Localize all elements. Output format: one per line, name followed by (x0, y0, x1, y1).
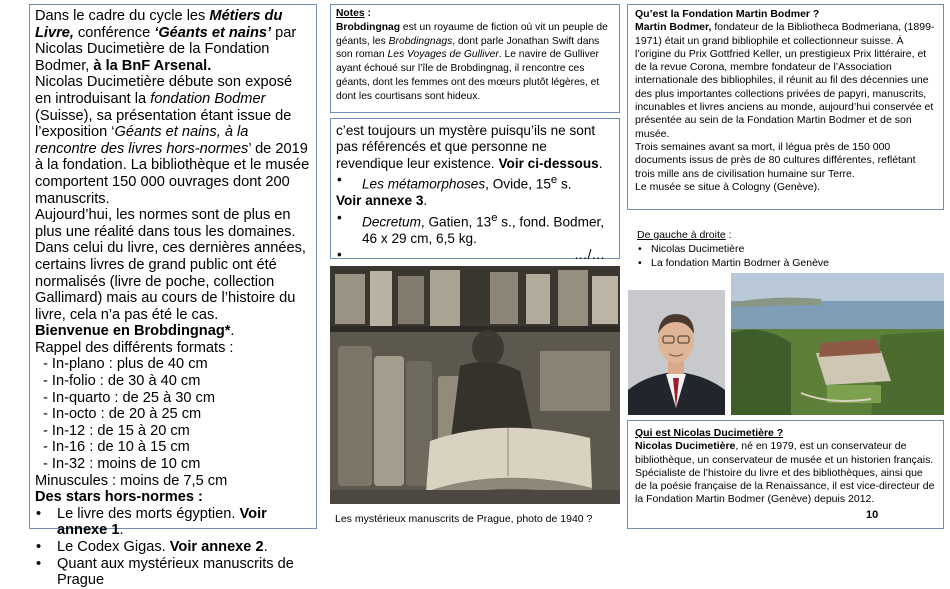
prague-list-1 (336, 172, 614, 193)
list-item: • Le livre des morts égyptien. Voir annexe 1. (35, 506, 312, 539)
ducimetiere-portrait (628, 290, 725, 415)
stars-list (35, 506, 312, 589)
intro-paragraph: Dans le cadre du cycle les Métiers du Livre, conférence ‘Géants et nains’ par Nicolas Ducimetière de la Fondation Bodmer, à la BnF Arsenal. (35, 8, 297, 74)
list-item: • Les métamorphoses, Ovide, 15e s. (336, 172, 614, 193)
prague-text-box (330, 118, 620, 262)
notes-box (330, 4, 620, 113)
list-item (336, 247, 614, 263)
format-item: - In-octo : de 20 à 25 cm (43, 406, 202, 423)
ducimetiere-bio-box (627, 420, 944, 529)
ducimetiere-bio-title: Qui est Nicolas Ducimetière ? (635, 427, 784, 439)
museum-location: Le musée se situe à Cologny (Genève). (635, 180, 821, 193)
format-item: - In-12 : de 15 à 20 cm (43, 422, 190, 439)
exposition-paragraph: Nicolas Ducimetière débute son exposé en introduisant la fondation Bodmer (Suisse), sa présentation étant issue de l’exposition ‘Géants et nains, à la rencontre des livres hors-normes’ de 2019 à la fondation. La bibliothèque et le musée comportent 150 000 ouvrages dont 200 manuscrits. (35, 74, 310, 207)
notes-title: Notes : (336, 8, 371, 19)
stars-title: Des stars hors-normes : (35, 489, 203, 506)
prague-manuscripts-photo (330, 266, 620, 504)
legacy-paragraph: Trois semaines avant sa mort, il légua près de 150 000 documents issus de près de 80 cultures différentes, reflétant trois mille ans de civilisation humaine sur Terre. (635, 140, 916, 180)
annexe-2-link[interactable]: Voir annexe 2 (169, 539, 264, 555)
mystery-paragraph: c’est toujours un mystère puisqu’ils ne sont pas référencés et que personne ne revendique leur existence. Voir ci-dessous. (336, 123, 603, 171)
image-legend-title: De gauche à droite : (637, 229, 732, 241)
fondation-bodmer-aerial-photo (731, 273, 944, 415)
welcome-heading: Bienvenue en Brobdingnag*. (35, 323, 235, 340)
list-item: • Le Codex Gigas. Voir annexe 2. (35, 539, 312, 556)
fondation-title: Qu’est la Fondation Martin Bodmer ? (635, 8, 820, 20)
format-item: - In-plano : plus de 40 cm (43, 356, 208, 373)
annexe-1-link[interactable]: Voir annexe 1 (57, 505, 267, 539)
see-below-link[interactable]: Voir ci-dessous (498, 155, 599, 171)
image-legend (637, 228, 829, 270)
image-legend-list (637, 242, 829, 270)
prague-list-2 (336, 210, 614, 264)
fondation-box (627, 4, 944, 210)
photo-caption: Les mystérieux manuscrits de Prague, photo de 1940 ? (335, 513, 593, 525)
fondation-paragraph: Martin Bodmer, fondateur de la Bibliotheca Bodmeriana, (1899-1971) était un grand bibliophile et collectionneur suisse. À l’origine du Prix Gottfried Keller, un prestigieux Prix littéraire, et de la revue Corona, membre fondateur de l’Association internationale des bibliophiles, il réunit au fil des décennies une des plus importantes collections privées de papyri, manuscrits, incunables et livres anciens au monde, aujourd’hui conservée et présentée au sein de la Fondation Martin Bodmer et de son musée. (635, 21, 935, 140)
format-item: - In-quarto : de 25 à 30 cm (43, 389, 215, 406)
main-text-box (29, 4, 317, 589)
format-item: - In-32 : moins de 10 cm (43, 456, 201, 473)
formats-title: Rappel des différents formats : (35, 339, 234, 356)
format-item: - In-folio : de 30 à 40 cm (43, 373, 201, 390)
minuscules-line: Minuscules : moins de 7,5 cm (35, 472, 228, 489)
list-item: • Quant aux mystérieux manuscrits de Prague (35, 556, 312, 589)
annexe-3-link[interactable]: Voir annexe 3 (336, 193, 424, 209)
list-item: • La fondation Martin Bodmer à Genève (637, 256, 829, 270)
page-number: 10 (866, 509, 879, 521)
norms-paragraph: Aujourd’hui, les normes sont de plus en plus une réalité dans tous les domaines. Dans celui du livre, ces dernières années, certains livres de grand public ont été normalisés (livre de poche, collection Gallimard) mais au cours de l’histoire du livre, cela n’a pas été le cas. (35, 207, 306, 323)
portrait-image (628, 290, 725, 415)
annexe-3-line: Voir annexe 3. (336, 193, 428, 209)
format-item: - In-16 : de 10 à 15 cm (43, 439, 190, 456)
ducimetiere-bio-text: Nicolas Ducimetière, né en 1979, est un conservateur de bibliothèque, un conservateur de musée et un historien français. Spécialiste de l’histoire du livre et des bibliothèques, ainsi que de la poésie française de la Renaissance, il est vice-directeur de la Fondation Martin Bodmer (Genève) depuis 2012. (635, 440, 935, 506)
continued-marker: …/… (574, 246, 605, 262)
list-item: • Decretum, Gatien, 13e s., fond. Bodmer, 46 x 29 cm, 6,5 kg. (336, 210, 614, 247)
list-item: • Nicolas Ducimetière (637, 242, 829, 256)
geneva-landscape-image (731, 273, 944, 415)
notes-text: Brobdingnag est un royaume de fiction où vit un peuple de géants, les Brobdingnags, dont parle Jonathan Swift dans son roman Les Voyages de Gulliver. Le navire de Gulliver ayant échoué sur l’île de Brobdingnag, il rencontre ces géants, dont les femmes ont des mœurs plutôt légères, et dont les courtisans sont hideux. (336, 21, 608, 102)
library-scene-image (330, 266, 620, 504)
